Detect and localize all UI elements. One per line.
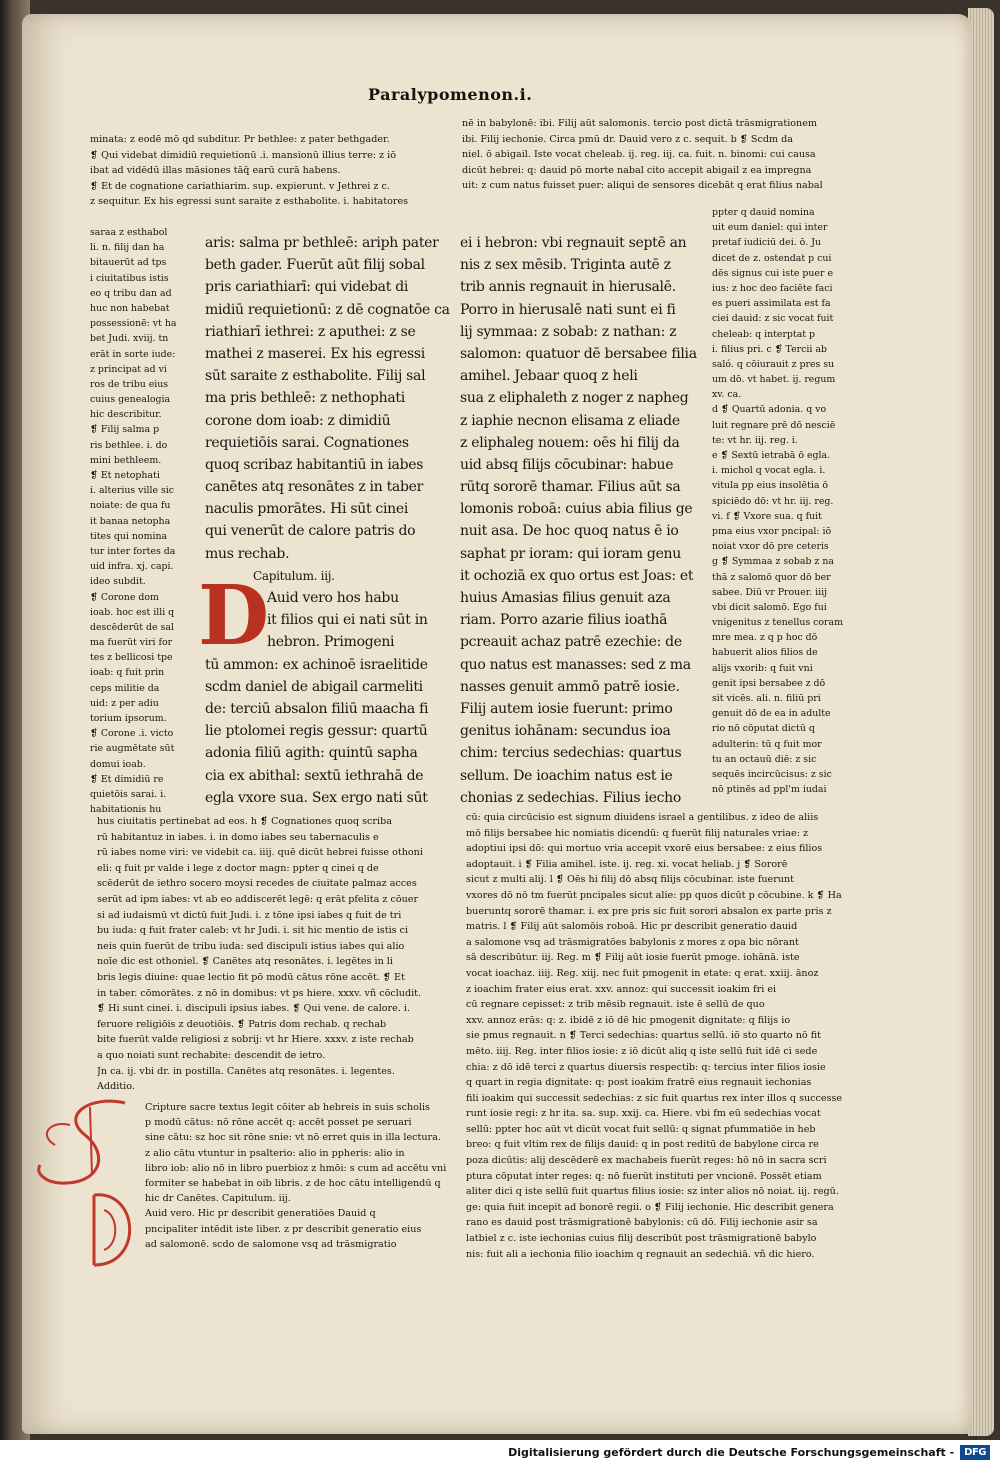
text-line: midiū requietionū: z dē cognatōe ca [205,301,450,318]
text-line: uid absq filijs cōcubinar: habue [460,456,674,473]
text-line: quo natus est manasses: sed z ma [460,656,691,673]
gloss-line: li. n. filij dan ha [90,242,165,254]
gloss-line: ciei dauid: z sic vocat fuit [712,313,834,325]
text-line: scdm daniel de abigail carmeliti [205,678,423,695]
gloss-line: aliter dici q iste sellū fuit quartus filius iosie: sz inter alios nō noiat. iij. regū. [466,1186,839,1198]
footer-bar [0,1440,1000,1465]
gloss-line: erāt in sorte iude: [90,348,176,360]
gloss-line: ❡ Corone .i. victo [90,728,174,740]
gloss-line: minata: z eodē mō qd subditur. Pr bethlee: z pater bethgader. [90,134,390,145]
gloss-line: rū habitantuz in iabes. i. in domo iabes seu tabernaculis e [97,831,379,843]
gloss-line: saraa z esthabol [90,227,168,238]
gloss-line: cheleab: q interptat p [712,328,816,340]
gloss-line: neis quin fuerūt de tribu iuda: sed discipuli istius iabes qui alio [97,940,405,952]
gloss-line: si ad iudaismū vt dictū fuit Judi. i. z tōne ipsi iabes q fuit de tri [97,909,402,921]
gloss-line: te: vt hr. iij. reg. i. [712,434,798,446]
gloss-line: bet Judi. xviij. tn [90,333,169,345]
text-line: adonia filiū agith: quintū sapha [205,745,418,762]
gloss-line: pretaf iudiciū dei. ō. Ju [712,237,822,249]
gloss-line: ma fuerūt viri for [90,637,173,649]
gloss-line: ❡ Corone dom [90,591,159,603]
gloss-line: uit: z cum natus fuisset puer: aliqui de sensores dicebāt q erat filius nabal [462,180,823,191]
text-line: rūtq sororē thamar. Filius aūt sa [460,479,681,496]
gloss-line: xv. ca. [712,389,742,401]
gloss-line: saló. q cōiurauit z pres su [712,358,835,370]
gloss-line: a quo noiati sunt rechabite: descendit de ietro. [97,1049,326,1061]
text-line: Filij autem iosie fuerunt: primo [460,700,673,717]
gloss-line: noiat vxor dō pre ceteris [712,541,829,553]
gloss-line: hus ciuitatis pertinebat ad eos. h ❡ Cognationes quoq scriba [97,816,392,827]
gloss-line: ❡ Et dimidiū re [90,773,164,785]
gloss-line: ros de tribu eius [90,378,169,390]
gloss-line: nis: fuit ali a iechonia filio ioachim q regnauit an sedechiā. vñ dic hiero. [466,1248,815,1260]
gloss-line: ❡ Et netophati [90,470,160,481]
gloss-line: bu iuda: q fuit frater caleb: vt hr Judi. i. sit hic mentio de istis ci [97,925,409,937]
text-line: requietiōis sarai. Cognationes [205,434,409,451]
gloss-line: scēderūt de iethro socero moysi recedes de ciuitate palmaz acces [97,878,417,890]
gloss-line: ceps militie da [90,682,160,694]
gloss-line: breo: q fuit vltim rex de filijs dauid: q in post reditū de babylone circa re [466,1139,819,1151]
text-line: pris cariathiarī: qui videbat di [205,279,409,296]
gloss-line: descēderūt de sal [90,621,174,633]
text-line: z eliphaleg nouem: oēs hi filij da [460,434,680,451]
gloss-line: cū regnare cepisset: z trib mēsib regnauit. iste ē sellū de quo [466,999,765,1011]
gloss-line: bris legis diuine: quae lectio fit pō modū cātus rōne accēt. ❡ Et [97,971,405,983]
gloss-line: ideo subdit. [90,576,146,588]
digitization-credit: Digitalisierung gefördert durch die Deutsche Forschungsgemeinschaft - [508,1446,955,1459]
gloss-line: genuit dō de ea in adulte [712,708,831,720]
gloss-line: ❡ Et de cognatione cariathiarim. sup. expierunt. v Jethrei z c. [90,180,390,192]
gloss-line: thā z salomō quor dō ber [712,571,831,583]
gloss-line: feruore religiōis z deuotiōis. ❡ Patris dom rechab. q rechab [97,1018,387,1030]
red-flourish-initial-S [30,1095,145,1195]
text-line: Porro in hierusalē nati sunt ei fi [460,301,676,318]
text-line: cia ex abithal: sextū iethrahā de [205,767,424,784]
gloss-line: uid infra. xj. capi. [90,561,174,573]
gloss-line: Auid vero. Hic pr describit generatiōes Dauid q [145,1208,376,1220]
text-line: hebron. Primogeni [267,634,395,651]
gloss-line: sellū: ppter hoc aūt vt dicūt vocat fuit sellū: q signat pfummatiōe in heb [466,1123,816,1135]
gloss-line: ❡ Filij salma p [90,424,160,436]
gloss-line: ibat ad vidēdū illas māsiones tāq̄ earū curā habens. [90,165,341,176]
gloss-line: dēs signus cui iste puer e [712,267,833,279]
gloss-line: quietōis sarai. i. [90,788,167,800]
gloss-line: vitula pp eius insolētia ō [712,480,829,492]
gloss-addition [145,1100,463,1252]
gloss-line: chia: z dō idē terci z quartus diuersis respectib: q: tercius inter filios iosie [466,1061,826,1073]
gloss-line: i. alterius ville sic [90,485,175,497]
text-line: saphat pr ioram: qui ioram genu [460,545,681,562]
text-line: amihel. Jebaar quoq z heli [460,368,638,385]
gloss-line: i. michol q vocat egla. i. [712,465,826,477]
text-line: naculis pmorātes. Hi sūt cinei [205,501,409,518]
text-line: mus rechab. [205,545,290,562]
red-initial-letter: D [198,568,270,664]
gloss-line: eli: q fuit pr valde i lege z doctor magn: ppter q cinei q de [97,862,379,874]
gloss-line: bite fuerūt valde religiosi z sobrij: vt hr Hiere. xxxv. z iste rechab [97,1034,414,1046]
gloss-line: possessionē: vt ha [90,318,177,330]
gloss-line: habitationis hu [90,804,162,816]
gloss-line: torium ipsorum. [90,713,167,724]
gloss-line: huc non habebat [90,302,170,314]
gloss-line: Jn ca. ij. vbi dr. in postilla. Canētes atq resonātes. i. legentes. [97,1065,395,1077]
gloss-line: genit ipsi bersabee z dō [712,677,826,689]
chapter-heading: Capitulum. iij. [253,568,335,583]
running-head: Paralypomenon.i. [368,85,533,104]
gloss-line: sabee. Diū vr Prouer. iiij [712,586,828,598]
gloss-line: formiter se habebat in oib libris. z de hoc cātu intelligendū q [145,1177,441,1189]
gloss-line: z sequitur. Ex his egressi sunt saraite z esthabolite. i. habitatores [90,196,409,207]
gloss-line: ppter q dauid nomina [712,207,815,218]
gloss-line: dicet de z. ostendat p cui [712,252,832,264]
gloss-line: libro iob: alio nō in libro puerbioz z hmōi: s cum ad accētu vni [145,1162,447,1174]
gloss-line: rio nō cōputat dictū q [712,723,815,735]
gloss-line: bitauerūt ad tps [90,257,167,269]
gloss-line: sie pmus regnauit. n ❡ Terci sedechias: quartus sellū. iō sto quarto nō fit [466,1030,822,1042]
gloss-line: tes z bellicosi tpe [90,652,173,664]
gloss-line: in taber. cōmorātes. z nō in domibus: vt ps hiere. xxxv. vñ cōcludit. [97,987,422,999]
gloss-line: tu an octauū diē: z sic [712,753,817,765]
text-line: trib annis regnauit in hierusalē. [460,279,676,296]
gloss-line: ioab. hoc est illi q [90,606,175,618]
text-line: riam. Porro azarie filius ioathā [460,612,668,629]
text-line: salomon: quatuor dē bersabee filia [460,345,697,362]
gloss-right-margin [712,205,862,797]
gloss-line: domui ioab. [90,758,146,770]
text-line: Auid vero hos habu [267,590,399,606]
gloss-line: mō filijs bersabee hic nomiatis dicendū: q fuerūt filij naturales vriae: z [466,827,809,839]
gloss-line: pma eius vxor pncipal: iō [712,525,832,537]
gloss-line: i ciuitatibus istis [90,272,169,284]
gloss-bottom-left [97,814,461,1095]
red-flourish-initial-D [84,1185,144,1275]
gloss-line: mre mea. z q p hoc dō [712,632,818,644]
text-line: egla vxore sua. Sex ergo nati sūt [205,789,428,806]
gloss-line: es pueri assimilata est fa [712,298,831,310]
gloss-line: rie augmētate sūt [90,743,175,755]
gloss-left-margin [90,225,194,817]
gloss-line: adoptauit. i ❡ Filia amihel. iste. ij. reg. xi. vocat heliab. j ❡ Sororē [466,858,788,870]
text-line: chonias z sedechias. Filius iecho [460,789,682,806]
addition-heading: Additio. [97,1081,135,1093]
gloss-top-left [90,132,450,210]
text-line: sūt saraite z esthabolite. Filij sal [205,368,426,385]
text-line: tū ammon: ex achinoē israelitide [205,656,428,673]
gloss-line: a salomone vsq ad trāsmigratōes babylonis z mores z opa bic nōrant [466,936,799,948]
text-line: z iaphie necnon elisama z eliade [460,412,680,429]
gloss-line: z alio cātu vtuntur in psalterio: alio in ppheris: alio in [145,1147,405,1159]
gloss-line: q quart in regia dignitate: q: post ioakim fratrē eius regnauit iechonias [466,1077,812,1089]
gloss-line: cū: quia circūcisio est signum diuidens israel a gentilibus. z ideo de aliis [466,812,819,823]
gloss-line: noīe dic est othoniel. ❡ Canētes atq resonātes. i. legētes in li [97,956,393,968]
text-line: quoq scribaz habitantiū in iabes [205,456,424,473]
gloss-line: dicūt hebrei: q: dauid pō morte nabal cito accepit abigail z ea impregna [462,164,812,176]
gloss-line: p modū cātus: nō rōne accēt q: accēt posset pe seruari [145,1117,412,1129]
gloss-line: serūt ad ipm iabes: vt ab eo addiscerēt legē: q erāt pfelita z cōuer [97,893,419,905]
gloss-line: latbiel z c. iste iechonias cuius filij describūt post trāsmigrationē babylo [466,1233,817,1245]
gloss-line: vocat ioachaz. iiij. Reg. xiij. nec fuit pmogenit in etate: q erat. xxiij. ānoz [466,967,819,979]
text-line: beth gader. Fuerūt aūt filij sobal [205,257,425,274]
text-line: sellum. De ioachim natus est ie [460,767,673,784]
gloss-line: luit regnare prē dō nesciē [712,419,836,431]
gloss-line: ❡ Qui videbat dimidiū requietionū .i. mansionū illius terre: z iō [90,149,396,161]
gloss-line: ptura cōputat inter reges: q: nō fuerūt instituti per vncionē. Possēt etiam [466,1170,822,1182]
gloss-line: ge: quia fuit incepit ad bonorē regii. o ❡ Filij iechonie. Hic describit genera [466,1201,834,1213]
gloss-line: e ❡ Sextū ietrabā ō egla. [712,450,831,461]
gloss-line: z principat ad vi [90,363,167,375]
dfg-logo: DFG [960,1445,990,1460]
text-line: it filios qui ei nati sūt in [267,612,428,629]
text-line: de: terciū absalon filiū maacha fi [205,700,429,717]
gloss-line: it banaa netopha [90,515,171,527]
gloss-line: xxv. annoz erās: q: z. ibidē z iō dē hic pmogenit dignitate: q filijs io [466,1014,791,1026]
gloss-line: tites qui nomina [90,530,168,542]
gloss-line: matris. l ❡ Filij aūt salomōis roboā. Hic pr describit generatio dauid [466,921,798,933]
gloss-line: vi. f ❡ Vxore sua. q fuit [712,510,822,522]
text-line: corone dom ioab: z dimidiū [205,412,391,429]
gloss-line: um dō. vt habet. ij. regum [712,374,836,386]
gloss-line: rano es dauid post trāsmigrationē babylonis: cū dō. Filij iechonie asir sa [466,1217,818,1229]
text-line: lomonis roboā: cuius abia filius ge [460,501,693,518]
main-text-column-1 [205,232,453,809]
gloss-line: sequēs incircūcisus: z sic [712,768,832,780]
gloss-line: ad salomonē. scdo de salomone vsq ad trāsmigratio [145,1238,397,1250]
gloss-line: noiate: de qua fu [90,500,171,512]
gloss-line: uit eum daniel: qui inter [712,222,828,234]
gloss-line: runt iosie regi: z hr ita. sa. sup. xxij. ca. Hiere. vbi fm eū sedechias vocat [466,1108,821,1120]
gloss-bottom-right [466,810,858,1262]
gloss-line: ius: z hoc deo faciēte faci [712,282,833,294]
text-line: nuit asa. De hoc quoq natus ē io [460,523,679,540]
gloss-line: sit vicēs. ali. n. filiū pri [712,693,821,704]
gloss-line: Cripture sacre textus legit cōiter ab hebreis in suis scholis [145,1102,430,1113]
text-line: huius Amasias filius genuit aza [460,590,671,606]
text-line: qui venerūt de calore patris do [205,523,416,540]
text-line: pcreauit achaz patrē ezechie: de [460,634,682,651]
text-line: canētes atq resonātes z in taber [205,479,424,496]
gloss-line: poza dicūtis: alij descēderē ex machabeis fuerūt reges: hō nō in sacra scri [466,1155,827,1167]
gloss-line: d ❡ Quartū adonia. q vo [712,404,827,416]
text-line: ma pris bethleē: z nethophati [205,390,405,407]
gloss-line: vbi dicit salomō. Ego fui [712,601,827,613]
text-line: mathei z maserei. Ex his egressi [205,345,425,362]
gloss-line: z ioachim frater eius erat. xxv. annoz: qui successit ioakim fri ei [466,983,777,995]
gloss-line: nō ptinēs ad ppl'm iudai [712,784,827,796]
gloss-line: adoptiui ipsi dō: qui mortuo vria accepit vxorē eius bersabee: z eius filios [466,843,823,855]
gloss-line: alijs vxorib: q fuit vni [712,662,813,674]
gloss-line: i. filius pri. c ❡ Tercii ab [712,343,827,355]
gloss-line: niel. ō abigail. Iste vocat cheleab. ij. reg. iij. ca. fuit. n. binomi: cui causa [462,149,816,160]
gloss-line: hic describitur. [90,409,162,421]
gloss-line: pncipaliter intēdit iste liber. z pr describit generatio eius [145,1223,422,1235]
text-line: nasses genuit ammō patrē iosie. [460,678,680,695]
gloss-line: tur inter fortes da [90,545,176,557]
gloss-line: nē in babylonē: ibi. Filij aūt salomonis. tercio post dictā trāsmigrationem [462,118,817,129]
gloss-line: fili ioakim qui successit sedechias: z sic fuit quartus rex inter illos q successe [466,1092,843,1104]
gloss-line: rū iabes nome viri: ve videbit ca. iiij. quē dicūt hebrei fuisse othoni [97,847,423,859]
gloss-line: ioab: q fuit prin [90,667,165,679]
gloss-line: bueruntq sororē thamar. i. ex pre pris sic fuit sorori absalon ex parte pris z [466,905,832,917]
text-line: nis z sex mēsib. Triginta autē z [460,257,671,274]
gloss-line: mini bethleem. [90,454,162,466]
text-line: genitus iohānam: secundus ioa [460,723,671,740]
gloss-line: ❡ Hi sunt cinei. i. discipuli ipsius iabes. ❡ Qui vene. de calore. i. [97,1003,411,1015]
gloss-line: sā describūtur. iij. Reg. m ❡ Filij aūt iosie fuerūt pmoge. iohānā. iste [466,952,800,964]
text-line: lie ptolomei regis gessur: quartū [205,723,428,740]
text-line: sua z eliphaleth z noger z napheg [460,390,689,407]
text-line: lij symmaa: z sobab: z nathan: z [460,323,677,340]
gloss-top-right [462,116,854,194]
gloss-line: spiciēdo dō: vt hr. iij. reg. [712,495,834,507]
text-line: aris: salma pr bethleē: ariph pater [205,235,439,251]
text-line: ei i hebron: vbi regnauit septē an [460,235,687,251]
text-line: riathiarī iethrei: z aputhei: z se [205,323,416,340]
main-text-column-2 [460,232,706,809]
gloss-line: ibi. Filij iechonie. Circa pmū dr. Dauid vero z c. sequit. b ❡ Scdm da [462,133,793,145]
gloss-line: vxores dō nō tm fuerūt pncipales sicut alie: pp quos dicūt p cōcubine. k ❡ Ha [466,889,842,901]
gloss-line: uid: z per adiu [90,697,159,709]
gloss-line: adulterin: tū q fuit mor [712,738,822,750]
gloss-line: hic dr Canētes. Capitulum. iij. [145,1193,291,1205]
gloss-line: habuerit alios filios de [712,647,818,659]
gloss-line: eo q tribu dan ad [90,287,172,299]
gloss-line: sicut z multi alij. l ❡ Oēs hi filij dō absq filijs cōcubinar. iste fuerunt [466,874,795,886]
gloss-line: cuius genealogia [90,394,171,406]
gloss-line: mēto. iiij. Reg. inter filios iosie: z iō dicūt aliq q iste sellū fuit idē ci sede [466,1045,818,1057]
text-line: it ochoziā ex quo ortus est Joas: et [460,567,694,584]
gloss-line: g ❡ Symmaa z sobab z na [712,556,834,568]
gloss-line: vnigenitus z tenellus coram [712,617,844,629]
text-line: chim: tercius sedechias: quartus [460,745,682,762]
gloss-line: ris bethlee. i. do [90,439,168,451]
gloss-line: sine cātu: sz hoc sit rōne snie: vt nō erret quis in illa lectura. [145,1132,441,1144]
